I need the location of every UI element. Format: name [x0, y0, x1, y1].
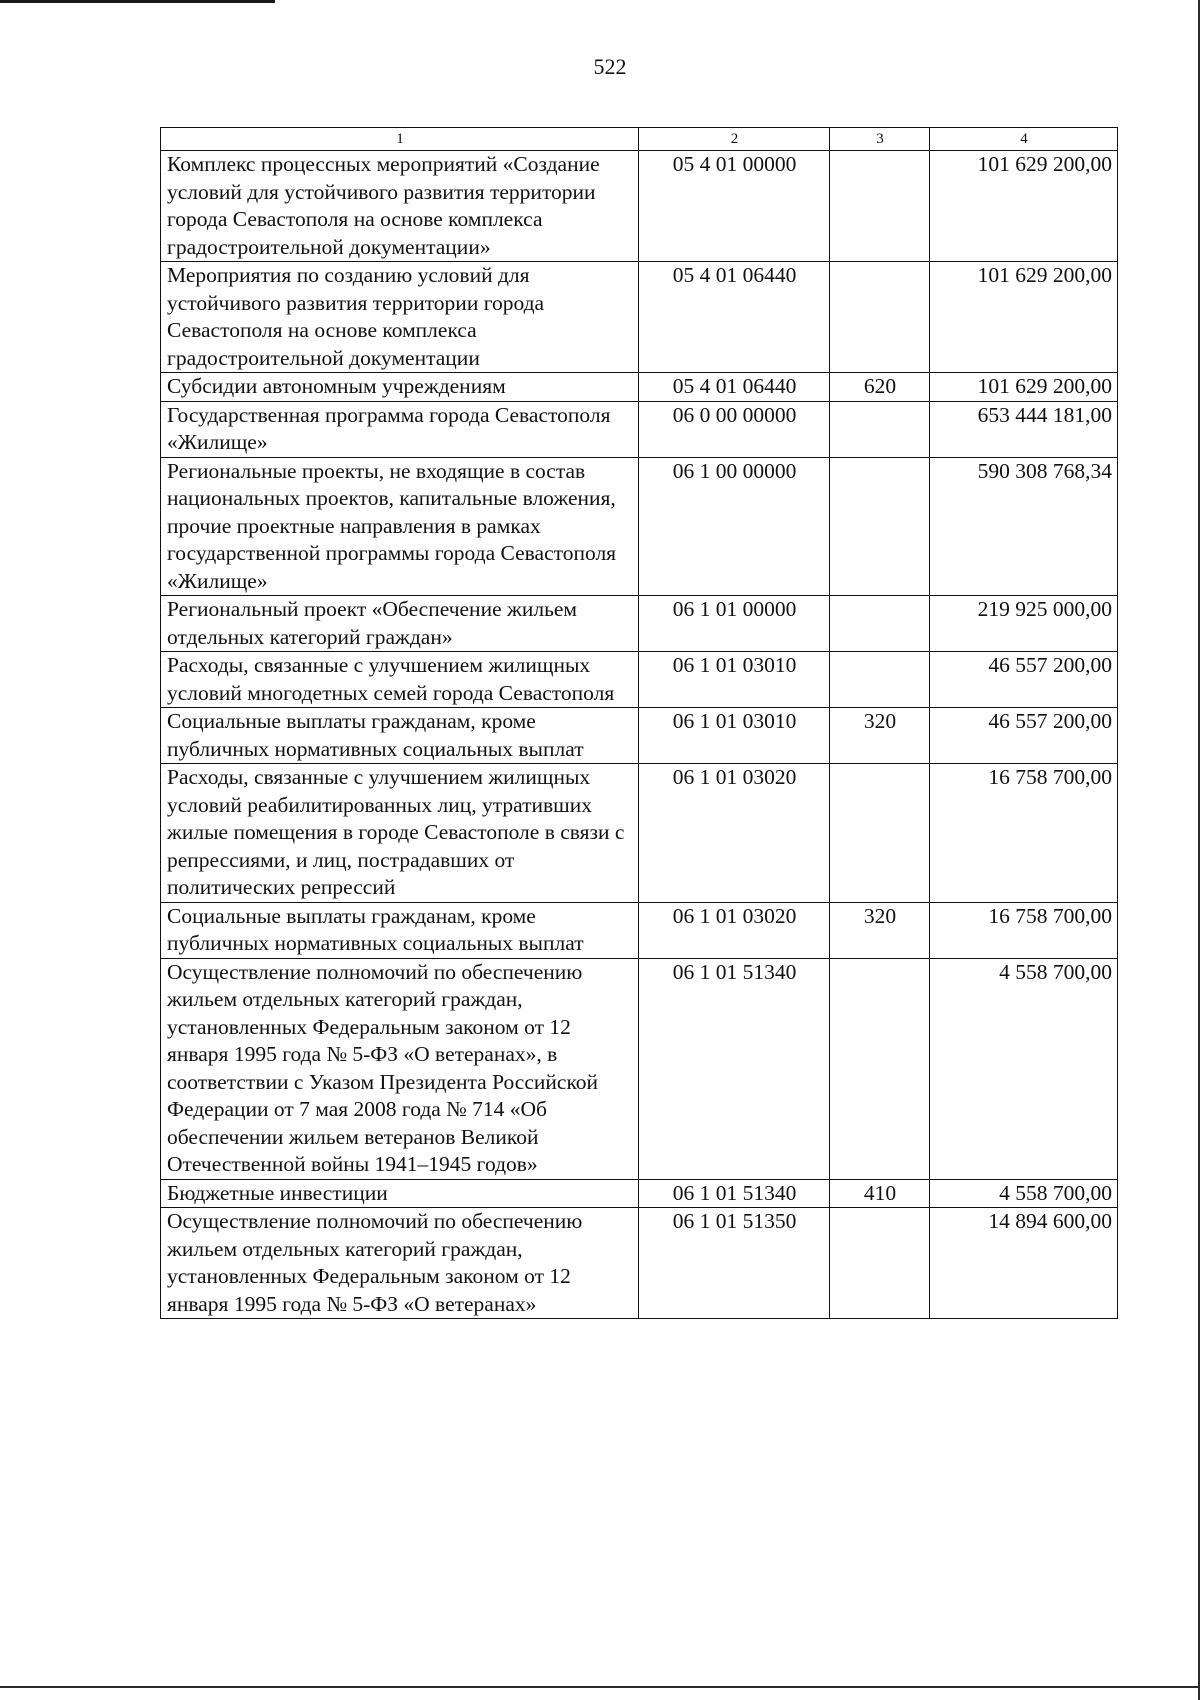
row-code: 06 1 01 00000 — [639, 596, 830, 652]
table-row — [161, 596, 1118, 652]
row-amount: 653 444 181,00 — [930, 401, 1118, 457]
row-code: 06 1 01 03010 — [639, 708, 830, 764]
row-kind — [830, 151, 930, 262]
row-amount: 101 629 200,00 — [930, 373, 1118, 402]
table-row — [161, 1179, 1118, 1208]
row-kind — [830, 457, 930, 596]
row-name: Социальные выплаты гражданам, кроме публичных нормативных социальных выплат — [161, 708, 639, 764]
row-name: Осуществление полномочий по обеспечению жильем отдельных категорий граждан, установленных Федеральным законом от 12 января 1995 года № 5-ФЗ «О ветеранах» — [161, 1208, 639, 1319]
row-amount: 16 758 700,00 — [930, 764, 1118, 903]
row-code: 06 1 01 03010 — [639, 652, 830, 708]
table-row — [161, 902, 1118, 958]
header-col-3: 3 — [830, 128, 930, 151]
row-name: Бюджетные инвестиции — [161, 1179, 639, 1208]
row-amount: 46 557 200,00 — [930, 652, 1118, 708]
header-col-4: 4 — [930, 128, 1118, 151]
scan-bottom-edge — [0, 1686, 1200, 1688]
row-code: 06 1 00 00000 — [639, 457, 830, 596]
row-code: 05 4 01 06440 — [639, 262, 830, 373]
row-kind — [830, 596, 930, 652]
row-amount: 16 758 700,00 — [930, 902, 1118, 958]
row-kind — [830, 764, 930, 903]
header-col-2: 2 — [639, 128, 830, 151]
table-row — [161, 708, 1118, 764]
header-col-1: 1 — [161, 128, 639, 151]
row-name: Государственная программа города Севастополя «Жилище» — [161, 401, 639, 457]
row-kind — [830, 262, 930, 373]
row-name: Комплекс процессных мероприятий «Создание условий для устойчивого развития территории города Севастополя на основе комплекса градостроительной документации» — [161, 151, 639, 262]
budget-table — [160, 127, 1118, 1319]
row-amount: 590 308 768,34 — [930, 457, 1118, 596]
row-kind — [830, 652, 930, 708]
row-code: 06 1 01 03020 — [639, 764, 830, 903]
table-row — [161, 1208, 1118, 1319]
row-kind — [830, 1208, 930, 1319]
row-code: 06 1 01 51340 — [639, 958, 830, 1179]
row-kind: 320 — [830, 902, 930, 958]
row-amount: 101 629 200,00 — [930, 262, 1118, 373]
row-code: 05 4 01 00000 — [639, 151, 830, 262]
table-header-row — [161, 128, 1118, 151]
table-row — [161, 373, 1118, 402]
row-amount: 46 557 200,00 — [930, 708, 1118, 764]
table-row — [161, 764, 1118, 903]
row-kind: 620 — [830, 373, 930, 402]
table-row — [161, 401, 1118, 457]
row-kind: 320 — [830, 708, 930, 764]
row-name: Социальные выплаты гражданам, кроме публичных нормативных социальных выплат — [161, 902, 639, 958]
row-kind — [830, 401, 930, 457]
row-amount: 101 629 200,00 — [930, 151, 1118, 262]
row-amount: 14 894 600,00 — [930, 1208, 1118, 1319]
row-kind — [830, 958, 930, 1179]
table-row — [161, 262, 1118, 373]
row-code: 06 1 01 03020 — [639, 902, 830, 958]
row-name: Региональный проект «Обеспечение жильем отдельных категорий граждан» — [161, 596, 639, 652]
table-row — [161, 958, 1118, 1179]
row-name: Мероприятия по созданию условий для устойчивого развития территории города Севастополя на основе комплекса градостроительной документации — [161, 262, 639, 373]
page-number: 522 — [593, 54, 627, 79]
row-code: 06 1 01 51340 — [639, 1179, 830, 1208]
table-row — [161, 151, 1118, 262]
row-code: 06 0 00 00000 — [639, 401, 830, 457]
row-code: 06 1 01 51350 — [639, 1208, 830, 1319]
row-name: Субсидии автономным учреждениям — [161, 373, 639, 402]
row-code: 05 4 01 06440 — [639, 373, 830, 402]
scan-corner-mark — [0, 0, 275, 3]
table-row — [161, 457, 1118, 596]
row-amount: 4 558 700,00 — [930, 1179, 1118, 1208]
row-amount: 219 925 000,00 — [930, 596, 1118, 652]
row-name: Региональные проекты, не входящие в состав национальных проектов, капитальные вложения, прочие проектные направления в рамках государственной программы города Севастополя «Жилище» — [161, 457, 639, 596]
row-amount: 4 558 700,00 — [930, 958, 1118, 1179]
row-name: Расходы, связанные с улучшением жилищных условий многодетных семей города Севастополя — [161, 652, 639, 708]
row-kind: 410 — [830, 1179, 930, 1208]
table-row — [161, 652, 1118, 708]
row-name: Расходы, связанные с улучшением жилищных условий реабилитированных лиц, утративших жилые помещения в городе Севастополе в связи с репрессиями, и лиц, пострадавших от политических репрессий — [161, 764, 639, 903]
row-name: Осуществление полномочий по обеспечению жильем отдельных категорий граждан, установленных Федеральным законом от 12 января 1995 года № 5-ФЗ «О ветеранах», в соответствии с Указом Президента Российской Федерации от 7 мая 2008 года № 714 «Об обеспечении жильем ветеранов Великой Отечественной войны 1941–1945 годов» — [161, 958, 639, 1179]
